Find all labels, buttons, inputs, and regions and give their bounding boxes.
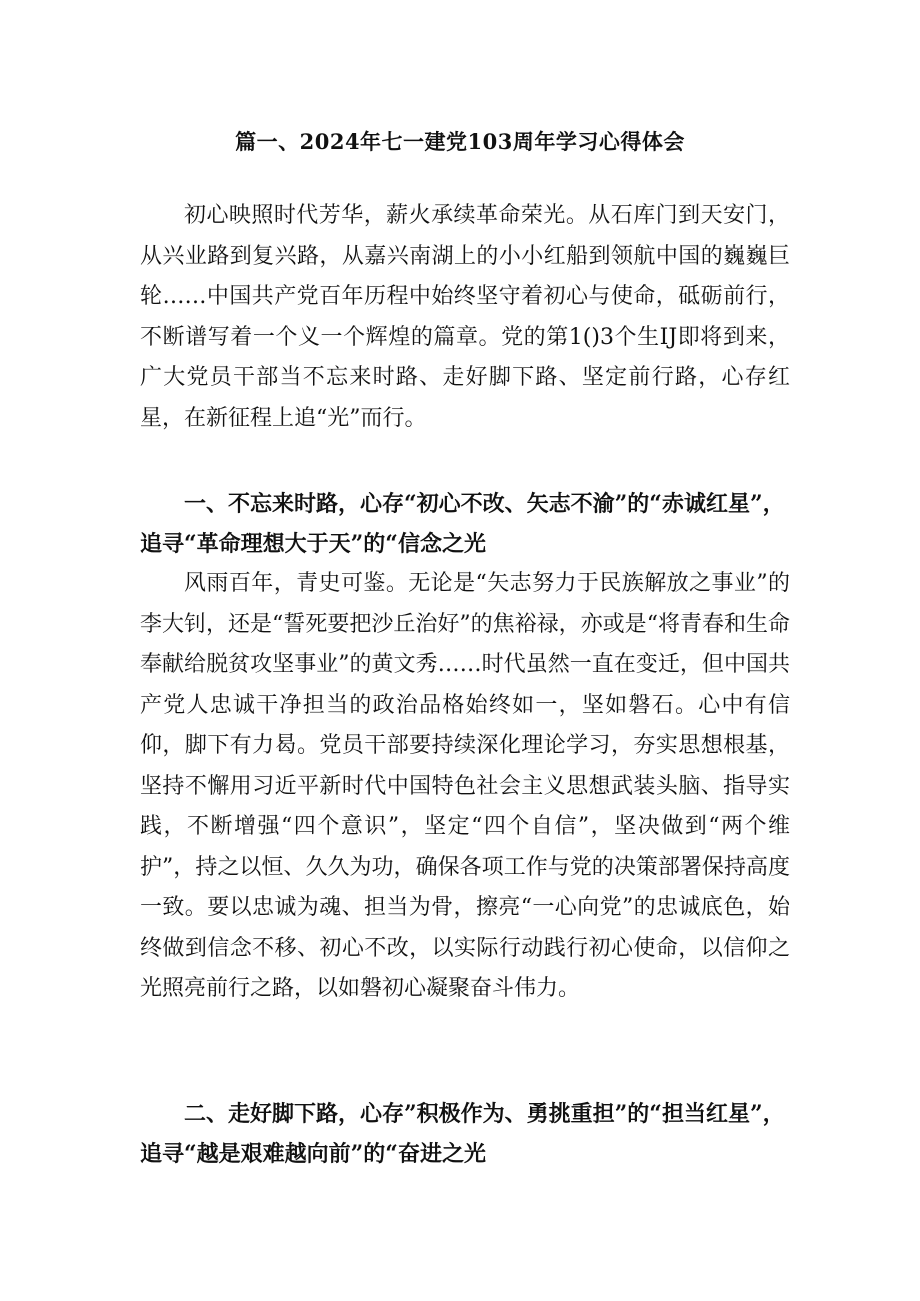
section-heading-1: 一、不忘来时路，心存“初心不改、矢志不渝”的“赤诚红星”，追寻“革命理想大于天”的“信念之光 (140, 491, 785, 557)
section-heading-2: 二、走好脚下路，心存”积极作为、勇挑重担”的“担当红星”，追寻“越是艰难越向前”的“奋进之光 (140, 1101, 785, 1167)
intro-paragraph: 初心映照时代芳华，薪火承续革命荣光。从石库门到天安门，从兴业路到复兴路，从嘉兴南湖上的小小红船到领航中国的巍巍巨轮……中国共产党百年历程中始终坚守着初心与使命，砥砺前行，不断谱写着一个义一个辉煌的篇章。党的第1()3个生IJ即将到来，广大党员干部当不忘来时路、走好脚下路、坚定前行路，心存红星，在新征程上追“光”而行。 (140, 203, 791, 431)
document-title: 篇一、2024年七一建党103周年学习心得体会 (235, 129, 685, 154)
section-1-paragraph: 风雨百年，青史可鉴。无论是“矢志努力于民族解放之事业”的李大钊，还是“誓死要把沙丘治好”的焦裕禄，亦或是“将青春和生命奉献给脱贫攻坚事业”的黄文秀……时代虽然一直在变迁，但中国共产党人忠诚干净担当的政治品格始终如一，坚如磐石。心中有信仰，脚下有力曷。党员干部要持续深化理论学习，夯实思想根基，坚持不懈用习近平新时代中国特色社会主义思想武装头脑、指导实践，不断增强“四个意识”，坚定“四个自信”，坚决做到“两个维护”，持之以恒、久久为功，确保各项工作与党的决策部署保持高度一致。要以忠诚为魂、担当为骨，擦亮“一心向党”的忠诚底色，始终做到信念不移、初心不改，以实际行动践行初心使命，以信仰之光照亮前行之路，以如磐初心凝聚奋斗伟力。 (140, 571, 790, 1001)
